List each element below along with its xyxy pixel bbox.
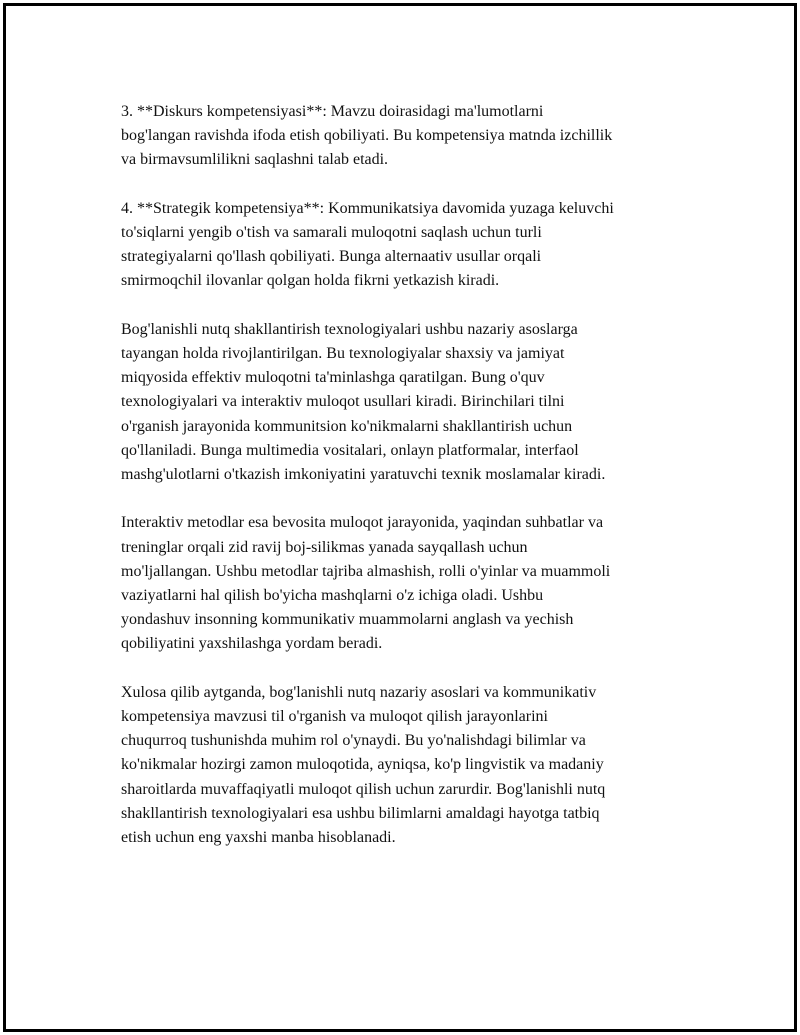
text-line: Xulosa qilib aytganda, bog'lanishli nutq nazariy asoslari va kommunikativ xyxy=(121,683,597,701)
paragraph-strategic-competence xyxy=(121,197,701,294)
text-line: mashg'ulotlarni o'tkazish imkoniyatini yaratuvchi texnik moslamalar kiradi. xyxy=(121,466,606,484)
document-body xyxy=(121,100,701,874)
text-line: etish uchun eng yaxshi manba hisoblanadi. xyxy=(121,829,396,847)
text-line: qo'llaniladi. Bunga multimedia vositalari, onlayn platformalar, interfaol xyxy=(121,441,579,459)
document-page xyxy=(3,3,797,1032)
paragraph-conclusion xyxy=(121,681,701,850)
text-line: shakllantirish texnologiyalari esa ushbu bilimlarni amaldagi hayotga tatbiq xyxy=(121,804,600,822)
text-line: treninglar orqali zid ravij boj-silikmas yanada sayqallash uchun xyxy=(121,538,528,556)
text-line: va birmavsumlilikni saqlashni talab etadi. xyxy=(121,151,389,169)
text-line: 3. **Diskurs kompetensiyasi**: Mavzu doirasidagi ma'lumotlarni xyxy=(121,103,544,120)
text-line: miqyosida effektiv muloqotni ta'minlashga qaratilgan. Bung o'quv xyxy=(121,369,545,387)
text-line: o'rganish jarayonida kommunitsion ko'nikmalarni shakllantirish uchun xyxy=(121,417,573,435)
paragraph-discourse-competence xyxy=(121,100,701,173)
text-line: bog'langan ravishda ifoda etish qobiliyati. Bu kompetensiya matnda izchillik xyxy=(121,127,613,145)
text-line: Bog'lanishli nutq shakllantirish texnologiyalari ushbu nazariy asoslarga xyxy=(121,320,578,338)
text-line: sharoitlarda muvaffaqiyatli muloqot qilish uchun zarurdir. Bog'lanishli nutq xyxy=(121,780,606,798)
text-line: vaziyatlarni hal qilish bo'yicha mashqlarni o'z ichiga oladi. Ushbu xyxy=(121,587,544,605)
text-line: Interaktiv metodlar esa bevosita muloqot jarayonida, yaqindan suhbatlar va xyxy=(121,514,604,532)
text-line: qobiliyatini yaxshilashga yordam beradi. xyxy=(121,635,383,653)
text-line: tayangan holda rivojlantirilgan. Bu texnologiyalar shaxsiy va jamiyat xyxy=(121,345,565,362)
text-line: strategiyalarni qo'llash qobiliyati. Bunga alternaativ usullar orqali xyxy=(121,248,542,266)
text-line: to'siqlarni yengib o'tish va samarali muloqotni saqlash uchun turli xyxy=(121,224,542,241)
text-line: kompetensiya mavzusi til o'rganish va muloqot qilish jarayonlarini xyxy=(121,708,548,726)
text-line: mo'ljallangan. Ushbu metodlar tajriba almashish, rolli o'yinlar va muammoli xyxy=(121,562,611,580)
paragraph-interactive-methods xyxy=(121,511,701,656)
text-line: yondashuv insonning kommunikativ muammolarni anglash va yechish xyxy=(121,611,574,629)
text-line: chuqurroq tushunishda muhim rol o'ynaydi. Bu yo'nalishdagi bilimlar va xyxy=(121,732,586,750)
text-line: texnologiyalari va interaktiv muloqot usullari kiradi. Birinchilari tilni xyxy=(121,393,565,411)
text-line: ko'nikmalar hozirgi zamon muloqotida, ayniqsa, ko'p lingvistik va madaniy xyxy=(121,756,604,774)
text-line: smirmoqchil ilovanlar qolgan holda fikrni yetkazish kiradi. xyxy=(121,272,500,290)
paragraph-technologies xyxy=(121,318,701,487)
text-line: 4. **Strategik kompetensiya**: Kommunikatsiya davomida yuzaga keluvchi xyxy=(121,199,614,217)
